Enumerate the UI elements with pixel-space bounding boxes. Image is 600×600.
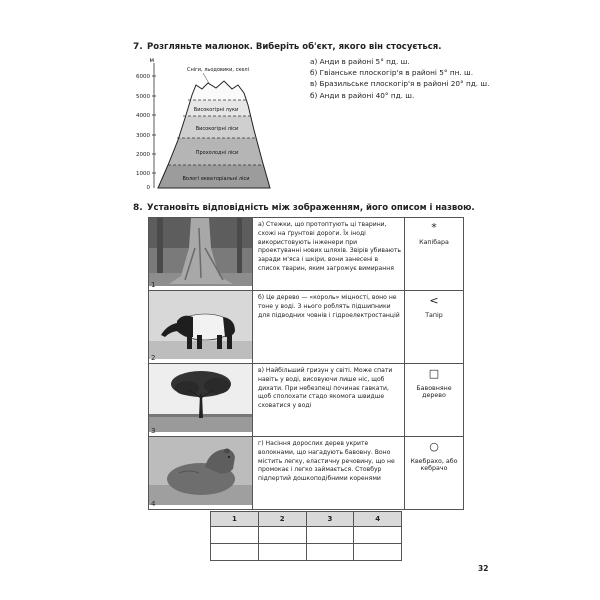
answer-header-3: 3 xyxy=(306,512,354,527)
name-cell-3 xyxy=(405,364,464,437)
answer-header-1: 1 xyxy=(211,512,259,527)
zone-mountain-forest-label: Високогірні ліси xyxy=(195,126,239,132)
answer-cell[interactable] xyxy=(354,527,402,544)
description-cell-b: б) Це дерево — «король» міцності, воно не тоне у воді. З нього роблять підшипники для підводних човнів і гідроелектростанцій xyxy=(253,291,405,364)
answer-cell[interactable] xyxy=(211,544,259,561)
image-cell-2 xyxy=(149,291,253,364)
answer-header-4: 4 xyxy=(354,512,402,527)
row-number: 4 xyxy=(151,500,156,508)
answer-row xyxy=(211,544,402,561)
option-v[interactable]: в) Бразильське плоскогір'я в районі 20° пд. ш. xyxy=(310,79,490,89)
zone-cool-forest-label: Прохолодні ліси xyxy=(195,150,239,156)
tick-1000: 1000 xyxy=(136,171,150,177)
capybara-image xyxy=(149,437,252,505)
tick-6000: 6000 xyxy=(136,74,150,80)
question-8-number: 8. xyxy=(133,203,143,213)
name-cell-4 xyxy=(405,437,464,510)
square-icon: □ xyxy=(428,367,440,380)
table-row xyxy=(149,364,464,437)
answer-header-row xyxy=(211,512,402,527)
answer-cell[interactable] xyxy=(306,527,354,544)
name-label: Тапір xyxy=(425,312,443,319)
buttress-tree-image xyxy=(149,218,252,286)
table-row xyxy=(149,291,464,364)
image-cell-4 xyxy=(149,437,253,510)
option-a[interactable]: а) Анди в районі 5° пд. ш. xyxy=(310,57,410,66)
answer-cell[interactable] xyxy=(306,544,354,561)
answer-header-2: 2 xyxy=(258,512,306,527)
question-7-number: 7. xyxy=(133,42,143,52)
axis-unit-label: м xyxy=(149,57,154,64)
zone-meadows-label: Високогірні луки xyxy=(193,107,239,113)
answer-cell[interactable] xyxy=(211,527,259,544)
answer-cell[interactable] xyxy=(354,544,402,561)
zone-equatorial-forest-label: Вологі екваторіальні ліси xyxy=(182,176,250,182)
description-cell-g: г) Насіння дорослих дерев укрите волокнами, що нагадують бавовну. Воно містить легку, еластичну речовину, що не промокає і легко займається. Стовбур підпертий дошкоподібними коренями xyxy=(253,437,405,510)
less-than-icon: < xyxy=(429,294,439,307)
question-7-title: Розгляньте малюнок. Виберіть об'єкт, якого він стосується. xyxy=(147,42,442,52)
tick-0: 0 xyxy=(146,185,150,191)
tick-5000: 5000 xyxy=(136,94,150,100)
asterisk-icon: * xyxy=(431,221,437,234)
altitude-zonation-diagram xyxy=(120,55,290,195)
question-7-options xyxy=(310,56,510,101)
circle-icon: ○ xyxy=(429,440,439,453)
row-number: 2 xyxy=(151,354,156,362)
zone-snow-label: Сніги, льодовики, скелі xyxy=(187,67,249,73)
image-cell-3 xyxy=(149,364,253,437)
description-cell-a: а) Стежки, що протоптують ці тварини, схожі на ґрунтові дороги. Їх іноді використовують інженери при проектуванні нових шляхів. Звірів убивають заради м'яса і шкіри, вони занесені в список тварин, яким загрожує вимирання xyxy=(253,218,405,291)
matching-table xyxy=(148,217,464,510)
description-cell-v: в) Найбільший гризун у світі. Може спати навіть у воді, висовуючи лише ніс, щоб дихати. При небезпеці починає гавкати, щоб сполохати стадо якомога швидше сховатися у воді xyxy=(253,364,405,437)
tick-2000: 2000 xyxy=(136,152,150,158)
name-cell-1 xyxy=(405,218,464,291)
answer-cell[interactable] xyxy=(258,544,306,561)
name-label: Бавовняне дерево xyxy=(416,385,452,399)
tick-3000: 3000 xyxy=(136,133,150,139)
name-label: Капібара xyxy=(419,239,449,246)
answer-row xyxy=(211,527,402,544)
table-row xyxy=(149,437,464,510)
option-g[interactable]: б) Анди в районі 40° пд. ш. xyxy=(310,90,415,100)
tapir-image xyxy=(149,291,252,359)
savanna-tree-image xyxy=(149,364,252,432)
name-label: Квебрахо, або кебрачо xyxy=(410,458,458,472)
page-number: 32 xyxy=(478,564,489,573)
image-cell-1 xyxy=(149,218,253,291)
answer-cell[interactable] xyxy=(258,527,306,544)
row-number: 1 xyxy=(151,281,156,289)
name-cell-2 xyxy=(405,291,464,364)
table-row xyxy=(149,218,464,291)
answer-grid xyxy=(210,511,402,561)
tick-4000: 4000 xyxy=(136,113,150,119)
option-b[interactable]: б) Гвіанське плоскогір'я в районі 5° пн. ш. xyxy=(310,68,474,78)
question-8-title: Установіть відповідність між зображенням, його описом і назвою. xyxy=(147,203,475,213)
row-number: 3 xyxy=(151,427,156,435)
